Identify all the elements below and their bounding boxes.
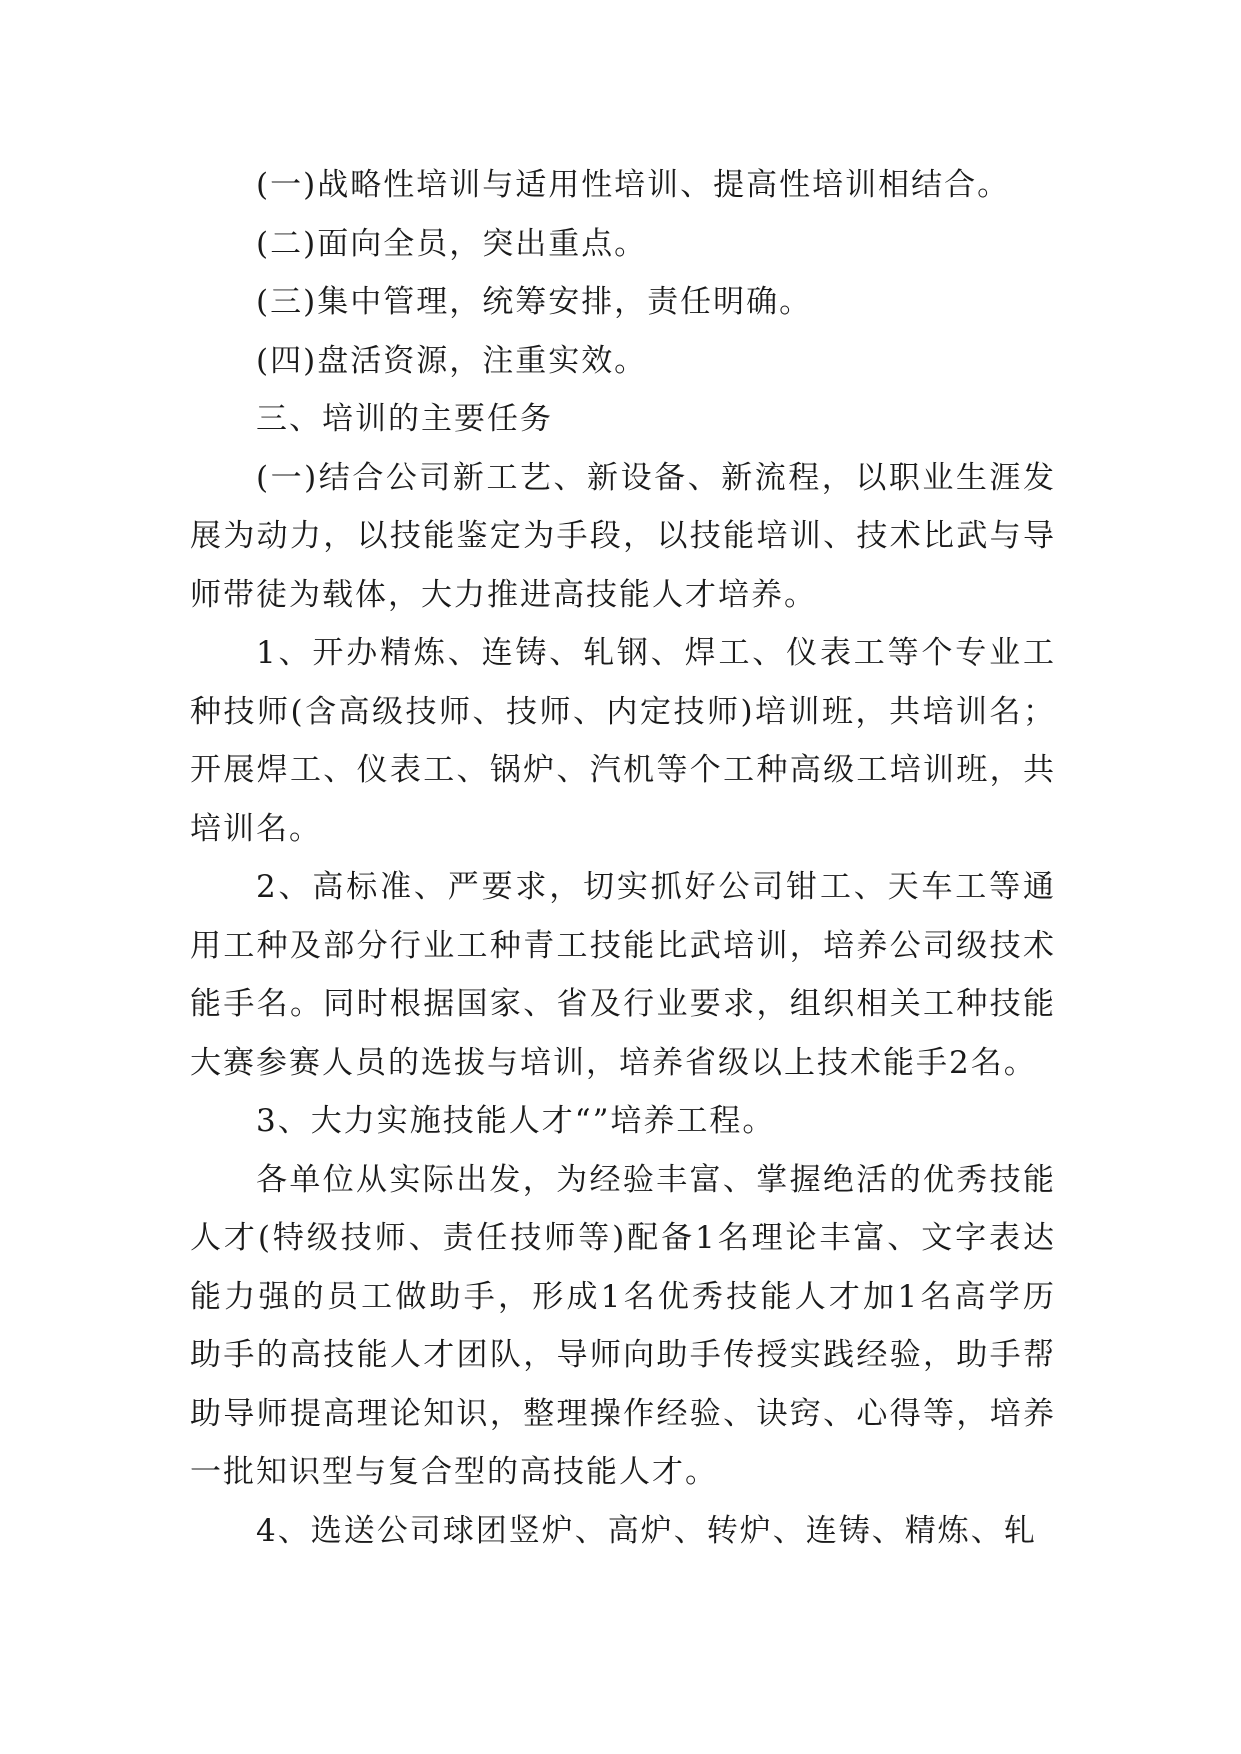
document-body <box>190 156 1056 1560</box>
paragraph-item-2: 2、高标准、严要求，切实抓好公司钳工、天车工等通用工种及部分行业工种青工技能比武培训，培养公司级技术能手名。同时根据国家、省及行业要求，组织相关工种技能大赛参赛人员的选拔与培训，培养省级以上技术能手2名。 <box>190 869 1056 1081</box>
section-heading-main-tasks: 三、培训的主要任务 <box>256 401 553 437</box>
paragraph-task-1: (一)结合公司新工艺、新设备、新流程，以职业生涯发展为动力，以技能鉴定为手段，以技能培训、技术比武与导师带徒为载体，大力推进高技能人才培养。 <box>190 459 1056 613</box>
paragraph-principle-4: (四)盘活资源，注重实效。 <box>256 342 648 379</box>
paragraph-item-4: 4、选送公司球团竖炉、高炉、转炉、连铸、精炼、轧 <box>256 1512 1037 1549</box>
paragraph-principle-1: (一)战略性培训与适用性培训、提高性培训相结合。 <box>256 167 1011 203</box>
paragraph-item-1: 1、开办精炼、连铸、轧钢、焊工、仪表工等个专业工种技师(含高级技师、技师、内定技师)培训班，共培训名；开展焊工、仪表工、锅炉、汽机等个工种高级工培训班，共培训名。 <box>190 635 1056 847</box>
paragraph-item-3: 3、大力实施技能人才“”培养工程。 <box>256 1103 776 1139</box>
paragraph-principle-2: (二)面向全员，突出重点。 <box>256 225 648 262</box>
paragraph-principle-3: (三)集中管理，统筹安排，责任明确。 <box>256 284 813 320</box>
paragraph-item-3-detail: 各单位从实际出发，为经验丰富、掌握绝活的优秀技能人才(特级技师、责任技师等)配备1名理论丰富、文字表达能力强的员工做助手，形成1名优秀技能人才加1名高学历助手的高技能人才团队，导师向助手传授实践经验，助手帮助导师提高理论知识，整理操作经验、诀窍、心得等，培养一批知识型与复合型的高技能人才。 <box>190 1161 1056 1490</box>
